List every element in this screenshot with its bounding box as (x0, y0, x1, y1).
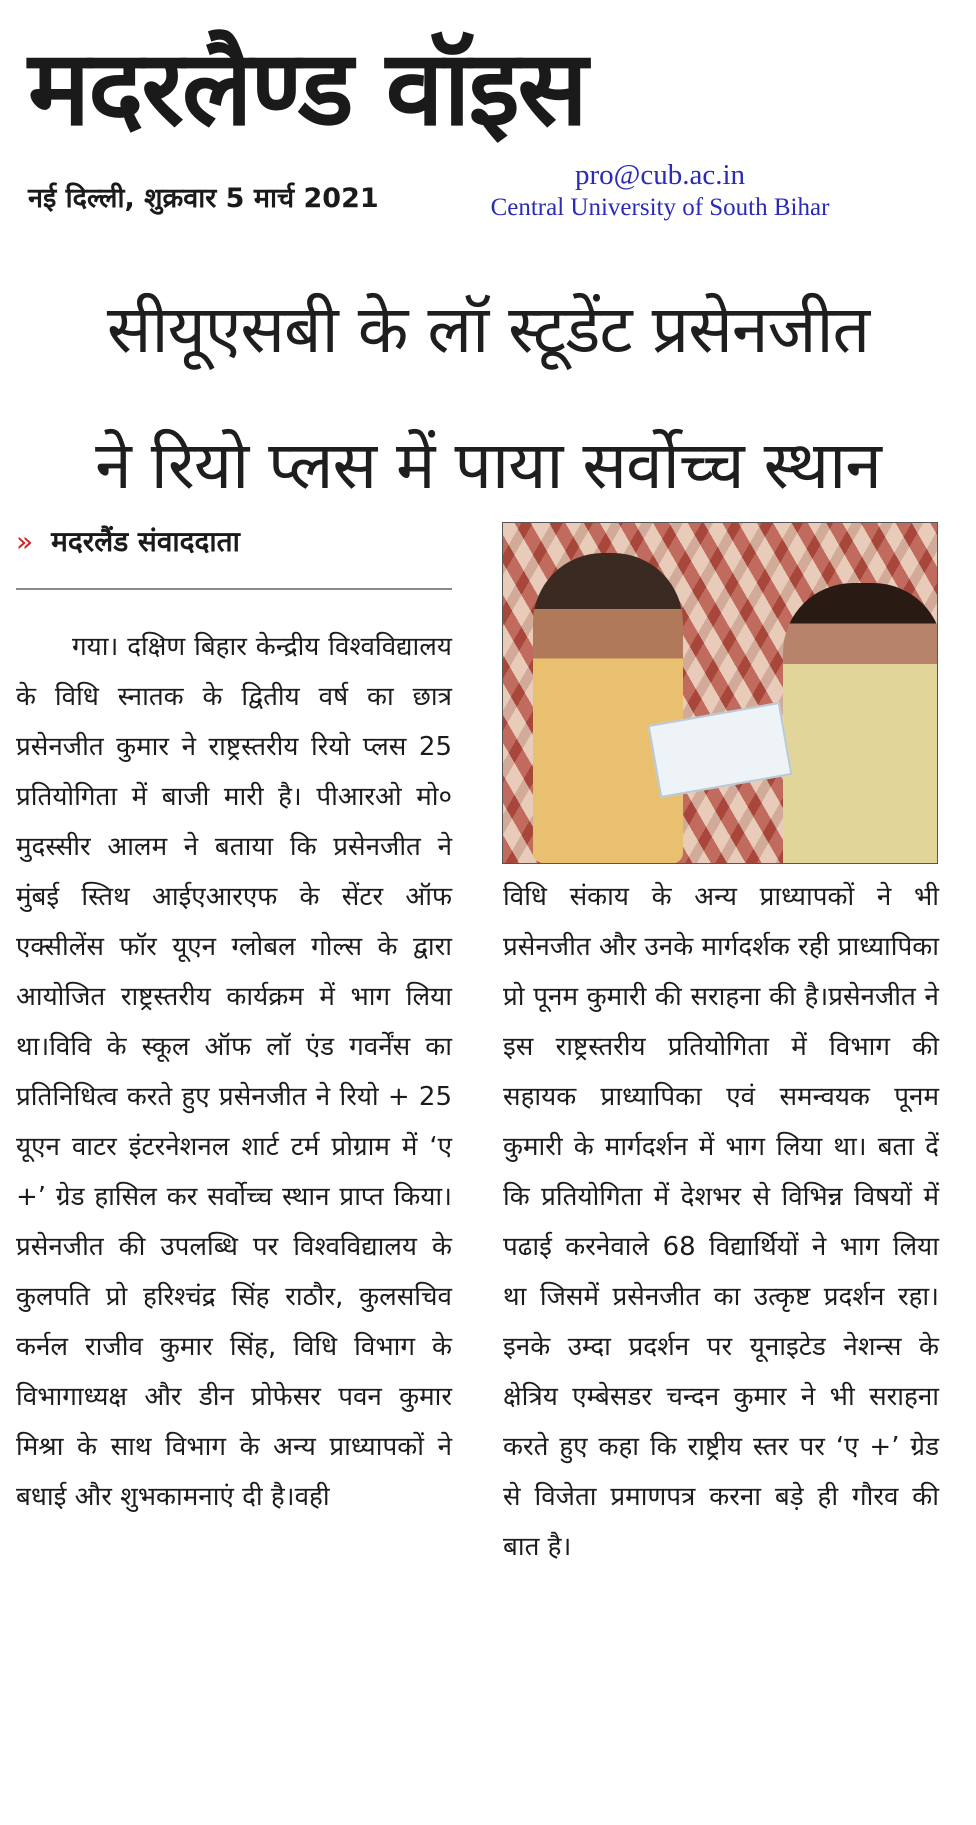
news-photo (502, 522, 938, 864)
contact-email: pro@cub.ac.in (574, 159, 746, 191)
headline-line-1: सीयूएसबी के लॉ स्टूडेंट प्रसेनजीत (106, 291, 870, 368)
byline-text: मदरलैंड संवाददाता (51, 525, 240, 558)
contact-block (440, 158, 880, 224)
article-headline (14, 262, 962, 534)
article-text-right: विधि संकाय के अन्य प्राध्यापकों ने भी प्रसेनजीत और उनके मार्गदर्शक रही प्राध्यापिका प्रो पूनम कुमारी की सराहना की है।प्रसेनजीत ने इस राष्ट्रस्तरीय प्रतियोगिता में विभाग की सहायक प्राध्यापिका एवं समन्वयक पूनम कुमारी के मार्गदर्शन में भाग लिया था। बता दें कि प्रतियोगिता में देशभर से विभिन्न विषयों में पढाई करनेवाले 68 विद्यार्थियों ने भाग लिया था जिसमें प्रसेनजीत का उत्कृष्ट प्रदर्शन रहा।इनके उम्दा प्रदर्शन पर यूनाइटेड नेशन्स के क्षेत्रिय एम्बेसडर चन्दन कुमार ने भी सराहना करते हुए कहा कि राष्ट्रीय स्तर पर ‘ए +’ ग्रेड से विजेता प्रमाणपत्र करना बड़े ही गौरव की बात है। (503, 882, 939, 1562)
article-column-left (16, 622, 452, 1522)
photo-person-left (533, 553, 683, 863)
byline (16, 522, 452, 560)
university-name: Central University of South Bihar (490, 194, 830, 221)
headline-line-2: ने रियो प्लस में पाया सर्वोच्च स्थान (95, 427, 881, 504)
article-text-left: गया। दक्षिण बिहार केन्द्रीय विश्वविद्यालय के विधि स्नातक के द्वितीय वर्ष का छात्र प्रसेनजीत कुमार ने राष्ट्रस्तरीय रियो प्लस 25 प्रतियोगिता में बाजी मारी है। पीआरओ मो० मुदस्सीर आलम ने बताया कि प्रसेनजीत ने मुंबई स्तिथ आईएआरएफ के सेंटर ऑफ एक्सीलेंस फॉर यूएन ग्लोबल गोल्स के द्वारा आयोजित राष्ट्रस्तरीय कार्यक्रम में भाग लिया था।विवि के स्कूल ऑफ लॉ एंड गवर्नेंस का प्रतिनिधित्व करते हुए प्रसेनजीत ने रियो + 25 यूएन वाटर इंटरनेशनल शार्ट टर्म प्रोग्राम में ‘ए +’ ग्रेड हासिल कर सर्वोच्च स्थान प्राप्त किया।प्रसेनजीत की उपलब्धि पर विश्वविद्यालय के कुलपति प्रो हरिश्चंद्र सिंह राठौर, कुलसचिव कर्नल राजीव कुमार सिंह, विधि विभाग के विभागाध्यक्ष और डीन प्रोफेसर पवन कुमार मिश्रा के साथ विभाग के अन्य प्राध्यापकों ने बधाई और शुभकामनाएं दी है।वही (16, 632, 452, 1512)
newspaper-masthead: मदरलैण्ड वॉइस (28, 27, 586, 149)
byline-marker-icon: » (16, 525, 34, 558)
byline-divider (16, 588, 452, 590)
article-column-right (503, 872, 939, 1572)
photo-person-right (783, 583, 938, 864)
dateline: नई दिल्ली, शुक्रवार 5 मार्च 2021 (28, 183, 379, 214)
